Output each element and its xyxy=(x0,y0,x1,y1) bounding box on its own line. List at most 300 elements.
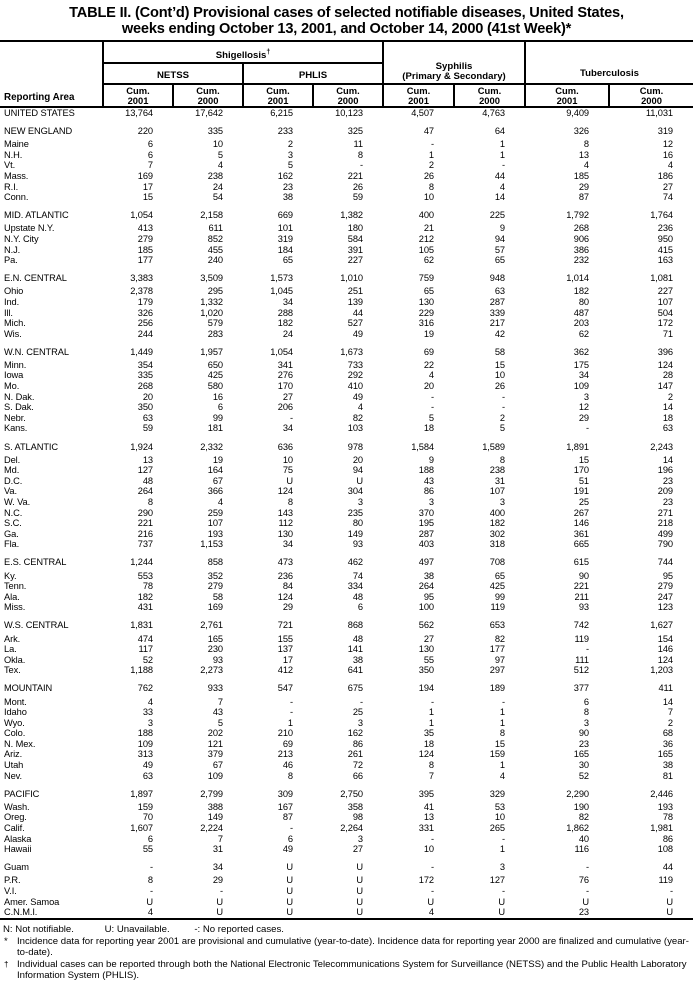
value-cell: U xyxy=(286,875,293,886)
value-cell: 2,243 xyxy=(650,441,673,452)
table-row xyxy=(0,897,693,908)
value-cell: 319 xyxy=(657,126,673,137)
value-cell: 103 xyxy=(347,423,363,434)
value-cell: 15 xyxy=(578,454,589,465)
reporting-area-cell: P.R. xyxy=(4,875,21,886)
table-row xyxy=(0,329,693,340)
value-cell: 4 xyxy=(667,160,673,171)
value-cell: 3,383 xyxy=(130,273,153,284)
value-cell: 361 xyxy=(573,528,589,539)
value-cell: 34 xyxy=(212,862,223,873)
value-cell: 474 xyxy=(137,633,153,644)
value-cell: 137 xyxy=(277,644,293,655)
value-cell: 72 xyxy=(352,760,363,771)
value-cell: 268 xyxy=(573,223,589,234)
reporting-area-cell: Oreg. xyxy=(4,812,27,823)
value-cell: 58 xyxy=(212,591,223,602)
value-cell: 185 xyxy=(573,170,589,181)
table-row xyxy=(0,875,693,886)
value-cell: 4,507 xyxy=(411,108,434,118)
value-cell: 162 xyxy=(347,728,363,739)
legend-unavailable: U: Unavailable. xyxy=(104,923,170,935)
table-row xyxy=(0,834,693,845)
footnote-asterisk-text: Incidence data for reporting year 2001 are provisional and cumulative (year-to-date). Incidence data for reporting year 2000 are finalized and cumulative (year-to-date). xyxy=(17,935,689,958)
value-cell: 172 xyxy=(418,875,434,886)
value-cell: 26 xyxy=(494,381,505,392)
table-row xyxy=(0,182,693,193)
value-cell: 759 xyxy=(418,273,434,284)
value-cell: 20 xyxy=(352,454,363,465)
value-cell: 165 xyxy=(207,633,223,644)
value-cell: 354 xyxy=(137,359,153,370)
table-row xyxy=(0,139,693,150)
value-cell: 167 xyxy=(277,801,293,812)
value-cell: 25 xyxy=(578,497,589,507)
value-cell: 1,014 xyxy=(566,273,589,284)
table-row xyxy=(0,486,693,497)
reporting-area-cell: W. Va. xyxy=(4,497,31,507)
value-cell: 370 xyxy=(418,507,434,518)
value-cell: 653 xyxy=(489,620,505,631)
value-cell: 2,224 xyxy=(200,823,223,834)
value-cell: 1,203 xyxy=(650,665,673,676)
value-cell: 189 xyxy=(489,683,505,694)
value-cell: 1 xyxy=(499,760,505,771)
reporting-area-cell: Ga. xyxy=(4,528,19,539)
value-cell: 395 xyxy=(418,788,434,799)
value-cell: 391 xyxy=(347,244,363,255)
value-cell: 2 xyxy=(428,160,434,171)
value-cell: 165 xyxy=(657,749,673,760)
value-cell: 1 xyxy=(428,717,434,728)
value-cell: 1,332 xyxy=(200,296,223,307)
table-row xyxy=(0,465,693,476)
value-cell: 10 xyxy=(423,844,434,855)
phlis-subheader: PHLIS xyxy=(243,63,383,84)
value-cell: 9 xyxy=(428,454,434,465)
value-cell: 14 xyxy=(662,402,673,413)
table-row xyxy=(0,308,693,319)
value-cell: 335 xyxy=(137,370,153,381)
table-row xyxy=(0,644,693,655)
value-cell: 181 xyxy=(207,423,223,434)
value-cell: 172 xyxy=(657,318,673,329)
reporting-area-cell: Tex. xyxy=(4,665,21,676)
value-cell: 1,045 xyxy=(270,286,293,297)
value-cell: 49 xyxy=(352,391,363,402)
value-cell: 29 xyxy=(578,412,589,423)
value-cell: 366 xyxy=(207,486,223,497)
value-cell: 185 xyxy=(137,244,153,255)
value-cell: 1 xyxy=(428,149,434,160)
value-cell: 212 xyxy=(418,233,434,244)
value-cell: 236 xyxy=(277,570,293,581)
value-cell: 615 xyxy=(573,557,589,568)
syphilis-group-header xyxy=(383,41,525,84)
value-cell: 240 xyxy=(207,255,223,266)
value-cell: 2,273 xyxy=(200,665,223,676)
value-cell: - xyxy=(431,139,434,150)
value-cell: 225 xyxy=(489,210,505,221)
value-cell: 350 xyxy=(137,402,153,413)
value-cell: 933 xyxy=(207,683,223,694)
value-cell: 124 xyxy=(277,591,293,602)
value-cell: U xyxy=(582,896,589,907)
value-cell: 6 xyxy=(357,602,363,613)
value-cell: 6 xyxy=(287,833,293,844)
value-cell: 3 xyxy=(357,833,363,844)
value-cell: 49 xyxy=(352,328,363,339)
reporting-area-cell: MOUNTAIN xyxy=(4,683,53,694)
value-cell: 99 xyxy=(212,412,223,423)
value-cell: - xyxy=(502,833,505,844)
table-row xyxy=(0,392,693,403)
table-row xyxy=(0,812,693,823)
value-cell: 107 xyxy=(657,296,673,307)
value-cell: 87 xyxy=(282,812,293,823)
value-cell: 2,332 xyxy=(200,441,223,452)
value-cell: 1 xyxy=(499,844,505,855)
value-cell: 20 xyxy=(142,391,153,402)
value-cell: 3,509 xyxy=(200,273,223,284)
value-cell: 170 xyxy=(573,465,589,476)
value-cell: 2,799 xyxy=(200,788,223,799)
table-row xyxy=(0,697,693,708)
value-cell: U xyxy=(243,907,313,919)
value-cell: 177 xyxy=(489,644,505,655)
value-cell: 267 xyxy=(573,507,589,518)
dagger-footnote-mark: † xyxy=(266,48,271,56)
value-cell: 7 xyxy=(217,696,223,707)
value-cell: 159 xyxy=(489,749,505,760)
value-cell: U xyxy=(286,862,293,873)
value-cell: 8 xyxy=(583,707,589,718)
value-cell: 47 xyxy=(423,126,434,137)
value-cell: 244 xyxy=(137,328,153,339)
value-cell: 6,215 xyxy=(270,108,293,118)
value-cell: 111 xyxy=(575,654,589,665)
value-cell: 34 xyxy=(282,539,293,550)
table-row xyxy=(0,360,693,371)
value-cell: 1,897 xyxy=(130,788,153,799)
value-cell: 69 xyxy=(282,738,293,749)
value-cell: 29 xyxy=(212,875,223,886)
value-cell: 2,750 xyxy=(340,788,363,799)
value-cell: 213 xyxy=(277,749,293,760)
table-row xyxy=(0,119,693,140)
value-cell: 852 xyxy=(207,233,223,244)
value-cell: 313 xyxy=(137,749,153,760)
value-cell: U xyxy=(498,896,505,907)
value-cell: 13 xyxy=(423,812,434,823)
value-cell: 259 xyxy=(207,507,223,518)
value-cell: 67 xyxy=(212,475,223,486)
value-cell: 5 xyxy=(217,149,223,160)
value-cell: 109 xyxy=(207,770,223,781)
value-cell: 217 xyxy=(489,318,505,329)
value-cell: 36 xyxy=(662,738,673,749)
value-cell: 290 xyxy=(137,507,153,518)
value-cell: 388 xyxy=(207,801,223,812)
value-cell: 10 xyxy=(212,139,223,150)
cum-2000-header-syphilis: Cum. 2000 xyxy=(454,84,525,107)
value-cell: 287 xyxy=(489,296,505,307)
value-cell: 1,054 xyxy=(270,346,293,357)
value-cell: 48 xyxy=(352,591,363,602)
cum-2000-header-tuberculosis: Cum. 2000 xyxy=(609,84,693,107)
value-cell: 40 xyxy=(578,833,589,844)
value-cell: 302 xyxy=(489,528,505,539)
value-cell: 23 xyxy=(282,181,293,192)
value-cell: 708 xyxy=(489,557,505,568)
value-cell: U xyxy=(666,896,673,907)
value-cell: 4 xyxy=(499,770,505,781)
value-cell: 220 xyxy=(137,126,153,137)
value-cell: 319 xyxy=(277,233,293,244)
value-cell: 256 xyxy=(137,318,153,329)
value-cell: 341 xyxy=(277,359,293,370)
value-cell: 8 xyxy=(287,497,293,507)
value-cell: 202 xyxy=(207,728,223,739)
value-cell: 16 xyxy=(662,149,673,160)
value-cell: 4 xyxy=(103,907,173,919)
value-cell: 1,010 xyxy=(340,273,363,284)
value-cell: 22 xyxy=(423,359,434,370)
value-cell: 188 xyxy=(137,728,153,739)
value-cell: 3 xyxy=(287,149,293,160)
value-cell: 3 xyxy=(357,717,363,728)
reporting-area-cell: N. Mex. xyxy=(4,738,36,749)
value-cell: 130 xyxy=(418,296,434,307)
reporting-area-cell: S. Dak. xyxy=(4,402,34,413)
value-cell: 38 xyxy=(282,192,293,203)
value-cell: 100 xyxy=(418,602,434,613)
value-cell: 7 xyxy=(147,160,153,171)
value-cell: 54 xyxy=(212,192,223,203)
value-cell: 1,020 xyxy=(200,307,223,318)
value-cell: 411 xyxy=(658,683,673,694)
value-cell: 7 xyxy=(217,833,223,844)
value-cell: 1,081 xyxy=(650,273,673,284)
value-cell: 1 xyxy=(428,707,434,718)
table-row xyxy=(0,245,693,256)
value-cell: 3 xyxy=(499,862,505,873)
value-cell: 94 xyxy=(494,233,505,244)
value-cell: 562 xyxy=(418,620,434,631)
value-cell: 4 xyxy=(428,370,434,381)
value-cell: 8 xyxy=(428,760,434,771)
value-cell: - xyxy=(670,886,673,896)
value-cell: 182 xyxy=(489,518,505,529)
reporting-area-cell: Minn. xyxy=(4,359,27,370)
footnotes xyxy=(0,920,693,981)
table-row xyxy=(0,508,693,519)
table-row xyxy=(0,739,693,750)
value-cell: 497 xyxy=(418,557,434,568)
value-cell: 744 xyxy=(657,557,673,568)
table-row xyxy=(0,592,693,603)
value-cell: 1,764 xyxy=(650,210,673,221)
value-cell: 238 xyxy=(207,170,223,181)
value-cell: 34 xyxy=(282,423,293,434)
table-title-line2: weeks ending October 13, 2001, and October 14, 2000 (41st Week)* xyxy=(121,21,572,37)
value-cell: 82 xyxy=(494,633,505,644)
value-cell: 8 xyxy=(499,728,505,739)
syphilis-sublabel: (Primary & Secondary) xyxy=(402,70,506,82)
value-cell: 665 xyxy=(573,539,589,550)
reporting-area-cell: C.N.M.I. xyxy=(0,907,103,919)
table-body xyxy=(0,107,693,919)
value-cell: 19 xyxy=(212,454,223,465)
reporting-area-cell: Miss. xyxy=(4,602,26,613)
value-cell: 74 xyxy=(662,192,673,203)
value-cell: 68 xyxy=(662,728,673,739)
value-cell: 71 xyxy=(662,328,673,339)
value-cell: 80 xyxy=(352,518,363,529)
value-cell: - xyxy=(586,862,589,873)
value-cell: 3 xyxy=(583,391,589,402)
value-cell: 264 xyxy=(418,581,434,592)
value-cell: 48 xyxy=(142,475,153,486)
value-cell: 334 xyxy=(347,581,363,592)
value-cell: 3 xyxy=(428,497,434,507)
value-cell: 350 xyxy=(418,665,434,676)
table-row xyxy=(0,613,693,634)
value-cell: 251 xyxy=(347,286,363,297)
value-cell: 179 xyxy=(137,296,153,307)
value-cell: 93 xyxy=(212,654,223,665)
value-cell: - xyxy=(502,402,505,413)
reporting-area-cell: R.I. xyxy=(4,181,19,192)
value-cell: 733 xyxy=(347,359,363,370)
value-cell: 4 xyxy=(499,181,505,192)
value-cell: 18 xyxy=(423,738,434,749)
reporting-area-cell: Fla. xyxy=(4,539,20,550)
reporting-area-cell: Idaho xyxy=(4,707,27,718)
netss-subheader: NETSS xyxy=(103,63,243,84)
footnote-asterisk xyxy=(3,936,691,958)
value-cell: 1,449 xyxy=(130,346,153,357)
value-cell: 147 xyxy=(657,381,673,392)
reporting-area-cell: Nev. xyxy=(4,770,23,781)
value-cell: 247 xyxy=(657,591,673,602)
value-cell: 400 xyxy=(489,507,505,518)
table-row xyxy=(0,771,693,782)
value-cell: 742 xyxy=(573,620,589,631)
value-cell: 6 xyxy=(147,833,153,844)
value-cell: 108 xyxy=(657,844,673,855)
value-cell: 27 xyxy=(662,181,673,192)
table-row xyxy=(0,781,693,802)
value-cell: 473 xyxy=(277,557,293,568)
value-cell: 27 xyxy=(352,844,363,855)
value-cell: 216 xyxy=(137,528,153,539)
value-cell: 155 xyxy=(277,633,293,644)
value-cell: 636 xyxy=(277,441,293,452)
value-cell: 75 xyxy=(282,465,293,476)
value-cell: 4 xyxy=(217,497,223,507)
reporting-area-cell: Del. xyxy=(4,454,21,465)
value-cell: 186 xyxy=(657,170,673,181)
value-cell: 193 xyxy=(207,528,223,539)
table-row xyxy=(0,203,693,224)
value-cell: 4 xyxy=(357,402,363,413)
value-cell: 221 xyxy=(573,581,589,592)
value-cell: - xyxy=(150,862,153,873)
value-cell: 675 xyxy=(347,683,363,694)
table-row xyxy=(0,581,693,592)
value-cell: 2,378 xyxy=(130,286,153,297)
reporting-area-cell: N.H. xyxy=(4,149,23,160)
value-cell: 119 xyxy=(490,602,505,613)
value-cell: U xyxy=(356,896,363,907)
value-cell: 84 xyxy=(282,581,293,592)
value-cell: 15 xyxy=(494,738,505,749)
reporting-area-cell: Mich. xyxy=(4,318,26,329)
value-cell: 52 xyxy=(142,654,153,665)
value-cell: U xyxy=(356,475,363,486)
value-cell: 14 xyxy=(494,192,505,203)
value-cell: - xyxy=(290,696,293,707)
value-cell: 43 xyxy=(212,707,223,718)
reporting-area-cell: N. Dak. xyxy=(4,391,35,402)
value-cell: 288 xyxy=(277,307,293,318)
value-cell: 948 xyxy=(489,273,505,284)
table-row xyxy=(0,455,693,466)
table-row xyxy=(0,539,693,550)
reporting-area-cell: Wis. xyxy=(4,328,22,339)
value-cell: 195 xyxy=(418,518,434,529)
reporting-area-cell: D.C. xyxy=(4,475,23,486)
value-cell: 265 xyxy=(489,823,505,834)
value-cell: 63 xyxy=(494,286,505,297)
value-cell: 82 xyxy=(352,412,363,423)
value-cell: 906 xyxy=(573,233,589,244)
value-cell: 43 xyxy=(423,475,434,486)
value-cell: 16 xyxy=(212,391,223,402)
value-cell: 499 xyxy=(657,528,673,539)
value-cell: 5 xyxy=(217,717,223,728)
reporting-area-cell: N.C. xyxy=(4,507,23,518)
value-cell: 82 xyxy=(578,812,589,823)
dagger-marker: † xyxy=(4,959,9,969)
value-cell: - xyxy=(290,707,293,718)
value-cell: 1,673 xyxy=(340,346,363,357)
value-cell: U xyxy=(313,907,383,919)
reporting-area-cell: Colo. xyxy=(4,728,26,739)
reporting-area-cell: Kans. xyxy=(4,423,28,434)
header-group-row xyxy=(0,41,693,63)
value-cell: 11,031 xyxy=(645,108,673,118)
header-cum-row xyxy=(0,84,693,107)
disease-table xyxy=(0,40,693,920)
table-row xyxy=(0,192,693,203)
syphilis-label: Syphilis xyxy=(435,61,473,72)
value-cell: 579 xyxy=(207,318,223,329)
value-cell: 279 xyxy=(657,581,673,592)
shigellosis-group-header xyxy=(103,41,383,63)
value-cell: 117 xyxy=(138,644,153,655)
value-cell: 127 xyxy=(137,465,153,476)
value-cell: 455 xyxy=(207,244,223,255)
value-cell: U xyxy=(286,475,293,486)
value-cell: 295 xyxy=(207,286,223,297)
value-cell: 1 xyxy=(499,717,505,728)
value-cell: 2 xyxy=(667,391,673,402)
table-row xyxy=(0,234,693,245)
value-cell: 276 xyxy=(277,370,293,381)
value-cell: 94 xyxy=(352,465,363,476)
